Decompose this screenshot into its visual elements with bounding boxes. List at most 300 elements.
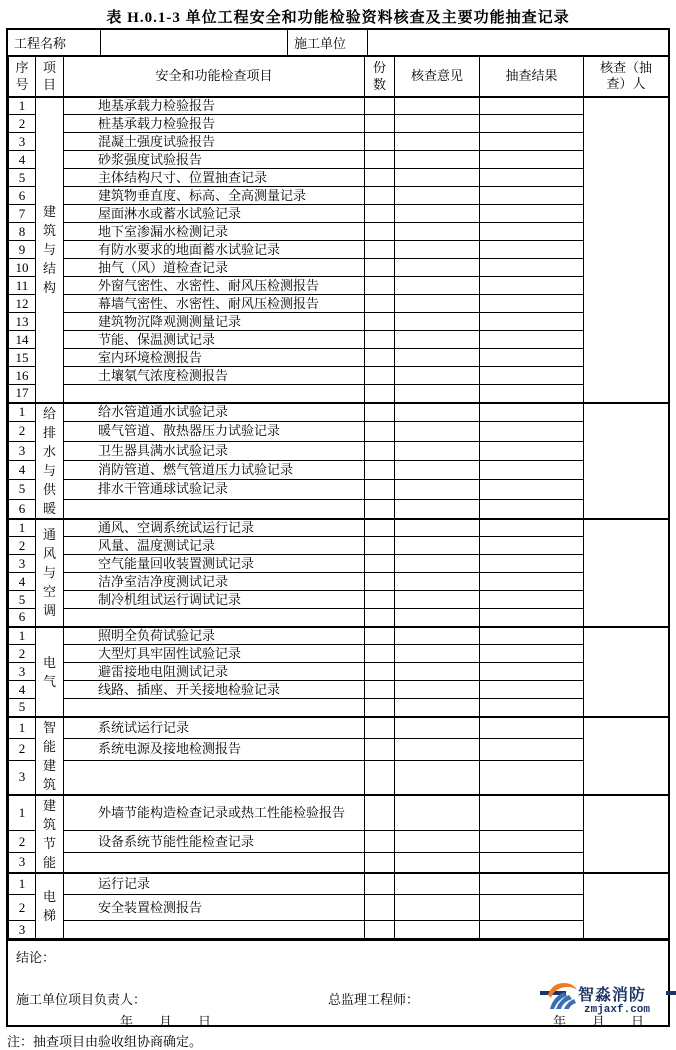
seq-cell: 1: [9, 627, 36, 645]
category-label: 建筑节能: [42, 797, 56, 870]
table-row: [9, 645, 669, 663]
copies-cell: [365, 422, 395, 441]
table-row: [9, 133, 669, 151]
table-row: [9, 460, 669, 479]
item-cell: 外窗气密性、水密性、耐风压检测报告: [64, 277, 365, 295]
item-cell: 洁净室洁净度测试记录: [64, 573, 365, 591]
item-cell: 排水干管通球试验记录: [64, 480, 365, 499]
swoosh-icon: [546, 981, 580, 1011]
opinion-cell: [395, 499, 480, 518]
category-cell: [36, 519, 64, 627]
opinion-cell: [395, 403, 480, 422]
copies-cell: [365, 645, 395, 663]
table-row: [9, 151, 669, 169]
result-cell: [480, 133, 584, 151]
conclusion-label: 结论：: [16, 950, 56, 965]
table-row: [9, 609, 669, 627]
opinion-cell: [395, 627, 480, 645]
result-cell: [480, 115, 584, 133]
date-right: 年 月 日: [552, 1014, 644, 1029]
copies-cell: [365, 460, 395, 479]
copies-cell: [365, 97, 395, 115]
opinion-cell: [395, 738, 480, 760]
inspection-table: [8, 56, 669, 939]
opinion-cell: [395, 699, 480, 717]
table-row: [9, 313, 669, 331]
category-cell: [36, 403, 64, 519]
checker-cell: [584, 627, 669, 717]
copies-cell: [365, 873, 395, 895]
item-cell: [64, 385, 365, 403]
result-cell: [480, 367, 584, 385]
table-row: [9, 537, 669, 555]
result-cell: [480, 795, 584, 831]
table-row: [9, 295, 669, 313]
header-spot-result: 抽查结果: [480, 57, 584, 97]
seq-cell: 1: [9, 97, 36, 115]
item-cell: [64, 921, 365, 939]
seq-cell: 17: [9, 385, 36, 403]
table-row: [9, 853, 669, 873]
seq-cell: 3: [9, 555, 36, 573]
seq-cell: 1: [9, 403, 36, 422]
category-cell: [36, 97, 64, 403]
result-cell: [480, 313, 584, 331]
result-cell: [480, 853, 584, 873]
copies-cell: [365, 591, 395, 609]
item-cell: 消防管道、燃气管道压力试验记录: [64, 460, 365, 479]
opinion-cell: [395, 591, 480, 609]
item-cell: 系统电源及接地检测报告: [64, 738, 365, 760]
checker-cell: [584, 795, 669, 873]
copies-cell: [365, 277, 395, 295]
seq-cell: 6: [9, 609, 36, 627]
seq-cell: 6: [9, 499, 36, 518]
item-cell: 暖气管道、散热器压力试验记录: [64, 422, 365, 441]
item-cell: 建筑物沉降观测测量记录: [64, 313, 365, 331]
table-row: [9, 115, 669, 133]
seq-cell: 2: [9, 831, 36, 853]
seq-cell: 2: [9, 115, 36, 133]
result-cell: [480, 591, 584, 609]
result-cell: [480, 460, 584, 479]
seq-cell: 16: [9, 367, 36, 385]
copies-cell: [365, 187, 395, 205]
copies-cell: [365, 331, 395, 349]
copies-cell: [365, 259, 395, 277]
result-cell: [480, 349, 584, 367]
category-label: 通风与空调: [42, 527, 56, 618]
copies-cell: [365, 133, 395, 151]
opinion-cell: [395, 921, 480, 939]
copies-cell: [365, 738, 395, 760]
category-label: 电梯: [42, 888, 56, 923]
result-cell: [480, 831, 584, 853]
opinion-cell: [395, 223, 480, 241]
project-name-label: 工程名称: [8, 30, 101, 55]
result-cell: [480, 331, 584, 349]
item-cell: 屋面淋水或蓄水试验记录: [64, 205, 365, 223]
table-row: [9, 699, 669, 717]
table-row: [9, 97, 669, 115]
table-body: [9, 97, 669, 939]
opinion-cell: [395, 480, 480, 499]
header-checker: 核查（抽查）人: [584, 57, 669, 97]
item-cell: [64, 760, 365, 794]
item-cell: 通风、空调系统试运行记录: [64, 519, 365, 537]
item-cell: [64, 499, 365, 518]
copies-cell: [365, 627, 395, 645]
table-row: [9, 223, 669, 241]
table-row: [9, 349, 669, 367]
copies-cell: [365, 151, 395, 169]
item-cell: [64, 609, 365, 627]
table-row: [9, 403, 669, 422]
watermark-name: 智淼消防: [578, 987, 647, 1004]
opinion-cell: [395, 241, 480, 259]
seq-cell: 9: [9, 241, 36, 259]
item-cell: 照明全负荷试验记录: [64, 627, 365, 645]
opinion-cell: [395, 853, 480, 873]
table-row: [9, 627, 669, 645]
result-cell: [480, 609, 584, 627]
result-cell: [480, 555, 584, 573]
result-cell: [480, 187, 584, 205]
item-cell: 系统试运行记录: [64, 717, 365, 739]
result-cell: [480, 259, 584, 277]
copies-cell: [365, 115, 395, 133]
result-cell: [480, 537, 584, 555]
opinion-cell: [395, 609, 480, 627]
copies-cell: [365, 403, 395, 422]
copies-cell: [365, 795, 395, 831]
opinion-cell: [395, 645, 480, 663]
result-cell: [480, 760, 584, 794]
opinion-cell: [395, 441, 480, 460]
table-row: [9, 385, 669, 403]
opinion-cell: [395, 313, 480, 331]
item-cell: 外墙节能构造检查记录或热工性能检验报告: [64, 795, 365, 831]
result-cell: [480, 151, 584, 169]
footnote: 注：抽查项目由验收组协商确定。: [7, 1034, 203, 1049]
table-row: [9, 367, 669, 385]
result-cell: [480, 422, 584, 441]
table-row: [9, 717, 669, 739]
copies-cell: [365, 831, 395, 853]
seq-cell: 13: [9, 313, 36, 331]
table-row: [9, 205, 669, 223]
header-item: 安全和功能检查项目: [64, 57, 365, 97]
table-row: [9, 169, 669, 187]
seq-cell: 3: [9, 663, 36, 681]
checker-cell: [584, 717, 669, 795]
opinion-cell: [395, 133, 480, 151]
info-row: [8, 30, 668, 56]
table-row: [9, 681, 669, 699]
seq-cell: 5: [9, 699, 36, 717]
result-cell: [480, 645, 584, 663]
result-cell: [480, 663, 584, 681]
header-row: [9, 57, 669, 97]
category-cell: [36, 795, 64, 873]
category-cell: [36, 873, 64, 939]
opinion-cell: [395, 681, 480, 699]
opinion-cell: [395, 169, 480, 187]
item-cell: 制冷机组试运行调试记录: [64, 591, 365, 609]
seq-cell: 12: [9, 295, 36, 313]
table-row: [9, 555, 669, 573]
table-row: [9, 760, 669, 794]
logo-bar-right: [666, 991, 676, 995]
category-cell: [36, 717, 64, 795]
result-cell: [480, 921, 584, 939]
seq-cell: 4: [9, 573, 36, 591]
result-cell: [480, 97, 584, 115]
category-label: 建筑与结构: [42, 204, 56, 295]
seq-cell: 8: [9, 223, 36, 241]
seq-cell: 7: [9, 205, 36, 223]
logo-row: [540, 981, 676, 1003]
table-row: [9, 895, 669, 921]
seq-cell: 2: [9, 422, 36, 441]
table-row: [9, 519, 669, 537]
page-title: 表 H.0.1-3 单位工程安全和功能检验资料核查及主要功能抽查记录: [106, 10, 570, 26]
result-cell: [480, 169, 584, 187]
item-cell: 运行记录: [64, 873, 365, 895]
item-cell: 设备系统节能性能检查记录: [64, 831, 365, 853]
opinion-cell: [395, 277, 480, 295]
copies-cell: [365, 555, 395, 573]
opinion-cell: [395, 151, 480, 169]
item-cell: 避雷接地电阻测试记录: [64, 663, 365, 681]
item-cell: [64, 699, 365, 717]
opinion-cell: [395, 187, 480, 205]
opinion-cell: [395, 295, 480, 313]
seq-cell: 2: [9, 645, 36, 663]
checker-cell: [584, 873, 669, 939]
result-cell: [480, 403, 584, 422]
copies-cell: [365, 895, 395, 921]
opinion-cell: [395, 460, 480, 479]
header-seq: 序号: [9, 57, 36, 97]
table-row: [9, 573, 669, 591]
category-cell: [36, 627, 64, 717]
item-cell: 桩基承载力检验报告: [64, 115, 365, 133]
copies-cell: [365, 385, 395, 403]
opinion-cell: [395, 555, 480, 573]
table-row: [9, 241, 669, 259]
table-row: [9, 441, 669, 460]
copies-cell: [365, 663, 395, 681]
item-cell: 室内环境检测报告: [64, 349, 365, 367]
item-cell: 地下室渗漏水检测记录: [64, 223, 365, 241]
opinion-cell: [395, 831, 480, 853]
opinion-cell: [395, 115, 480, 133]
seq-cell: 3: [9, 921, 36, 939]
table-row: [9, 591, 669, 609]
seq-cell: 10: [9, 259, 36, 277]
copies-cell: [365, 441, 395, 460]
copies-cell: [365, 537, 395, 555]
result-cell: [480, 441, 584, 460]
result-cell: [480, 627, 584, 645]
seq-cell: 2: [9, 738, 36, 760]
builder-value: [368, 30, 668, 55]
item-cell: 有防水要求的地面蓄水试验记录: [64, 241, 365, 259]
copies-cell: [365, 853, 395, 873]
seq-cell: 3: [9, 853, 36, 873]
opinion-cell: [395, 573, 480, 591]
copies-cell: [365, 573, 395, 591]
seq-cell: 4: [9, 151, 36, 169]
copies-cell: [365, 760, 395, 794]
table-row: [9, 259, 669, 277]
table-row: [9, 422, 669, 441]
opinion-cell: [395, 259, 480, 277]
project-name-value: [101, 30, 288, 55]
item-cell: 安全装置检测报告: [64, 895, 365, 921]
opinion-cell: [395, 519, 480, 537]
table-row: [9, 795, 669, 831]
table-row: [9, 480, 669, 499]
category-label: 电气: [42, 654, 56, 689]
seq-cell: 1: [9, 717, 36, 739]
item-cell: 主体结构尺寸、位置抽查记录: [64, 169, 365, 187]
result-cell: [480, 205, 584, 223]
watermark-site: zmjaxf.com: [584, 1004, 651, 1016]
item-cell: [64, 853, 365, 873]
table-row: [9, 331, 669, 349]
result-cell: [480, 895, 584, 921]
result-cell: [480, 519, 584, 537]
checker-cell: [584, 403, 669, 519]
table-row: [9, 663, 669, 681]
result-cell: [480, 499, 584, 518]
seq-cell: 3: [9, 441, 36, 460]
copies-cell: [365, 241, 395, 259]
seq-cell: 4: [9, 460, 36, 479]
item-cell: 建筑物垂直度、标高、全高测量记录: [64, 187, 365, 205]
table-row: [9, 187, 669, 205]
header-copies: 份数: [365, 57, 395, 97]
copies-cell: [365, 295, 395, 313]
opinion-cell: [395, 349, 480, 367]
seq-cell: 11: [9, 277, 36, 295]
watermark-logo: [540, 973, 676, 1023]
seq-cell: 15: [9, 349, 36, 367]
result-cell: [480, 873, 584, 895]
category-label: 智能建筑: [42, 719, 56, 792]
seq-cell: 6: [9, 187, 36, 205]
checker-cell: [584, 97, 669, 403]
seq-cell: 2: [9, 537, 36, 555]
result-cell: [480, 223, 584, 241]
table-row: [9, 873, 669, 895]
seq-cell: 5: [9, 480, 36, 499]
result-cell: [480, 295, 584, 313]
copies-cell: [365, 519, 395, 537]
seq-cell: 14: [9, 331, 36, 349]
copies-cell: [365, 367, 395, 385]
seq-cell: 1: [9, 519, 36, 537]
copies-cell: [365, 169, 395, 187]
opinion-cell: [395, 717, 480, 739]
category-label: 给排水与供暖: [42, 405, 56, 516]
table-row: [9, 921, 669, 939]
result-cell: [480, 241, 584, 259]
table-row: [9, 831, 669, 853]
opinion-cell: [395, 537, 480, 555]
copies-cell: [365, 699, 395, 717]
header-category: 项目: [36, 57, 64, 97]
builder-signer-label: 施工单位项目负责人：: [16, 992, 147, 1007]
item-cell: 幕墙气密性、水密性、耐风压检测报告: [64, 295, 365, 313]
result-cell: [480, 738, 584, 760]
item-cell: 线路、插座、开关接地检验记录: [64, 681, 365, 699]
copies-cell: [365, 313, 395, 331]
supervisor-signer-label: 总监理工程师：: [328, 992, 420, 1007]
opinion-cell: [395, 795, 480, 831]
opinion-cell: [395, 895, 480, 921]
copies-cell: [365, 609, 395, 627]
result-cell: [480, 681, 584, 699]
item-cell: 砂浆强度试验报告: [64, 151, 365, 169]
table-row: [9, 738, 669, 760]
opinion-cell: [395, 331, 480, 349]
item-cell: 节能、保温测试记录: [64, 331, 365, 349]
copies-cell: [365, 205, 395, 223]
item-cell: 卫生器具满水试验记录: [64, 441, 365, 460]
item-cell: 大型灯具牢固性试验记录: [64, 645, 365, 663]
item-cell: 空气能量回收装置测试记录: [64, 555, 365, 573]
opinion-cell: [395, 385, 480, 403]
opinion-cell: [395, 205, 480, 223]
table-row: [9, 277, 669, 295]
seq-cell: 1: [9, 795, 36, 831]
copies-cell: [365, 223, 395, 241]
copies-cell: [365, 717, 395, 739]
copies-cell: [365, 480, 395, 499]
seq-cell: 4: [9, 681, 36, 699]
opinion-cell: [395, 760, 480, 794]
seq-cell: 3: [9, 760, 36, 794]
copies-cell: [365, 921, 395, 939]
seq-cell: 5: [9, 169, 36, 187]
seq-cell: 1: [9, 873, 36, 895]
opinion-cell: [395, 873, 480, 895]
copies-cell: [365, 499, 395, 518]
result-cell: [480, 573, 584, 591]
copies-cell: [365, 349, 395, 367]
item-cell: 地基承载力检验报告: [64, 97, 365, 115]
header-check-opinion: 核查意见: [395, 57, 480, 97]
item-cell: 风量、温度测试记录: [64, 537, 365, 555]
copies-cell: [365, 681, 395, 699]
item-cell: 混凝土强度试验报告: [64, 133, 365, 151]
seq-cell: 5: [9, 591, 36, 609]
opinion-cell: [395, 367, 480, 385]
result-cell: [480, 717, 584, 739]
result-cell: [480, 480, 584, 499]
item-cell: 抽气（风）道检查记录: [64, 259, 365, 277]
table-row: [9, 499, 669, 518]
result-cell: [480, 385, 584, 403]
result-cell: [480, 277, 584, 295]
form-table: [6, 28, 670, 1027]
checker-cell: [584, 519, 669, 627]
item-cell: 给水管道通水试验记录: [64, 403, 365, 422]
opinion-cell: [395, 663, 480, 681]
